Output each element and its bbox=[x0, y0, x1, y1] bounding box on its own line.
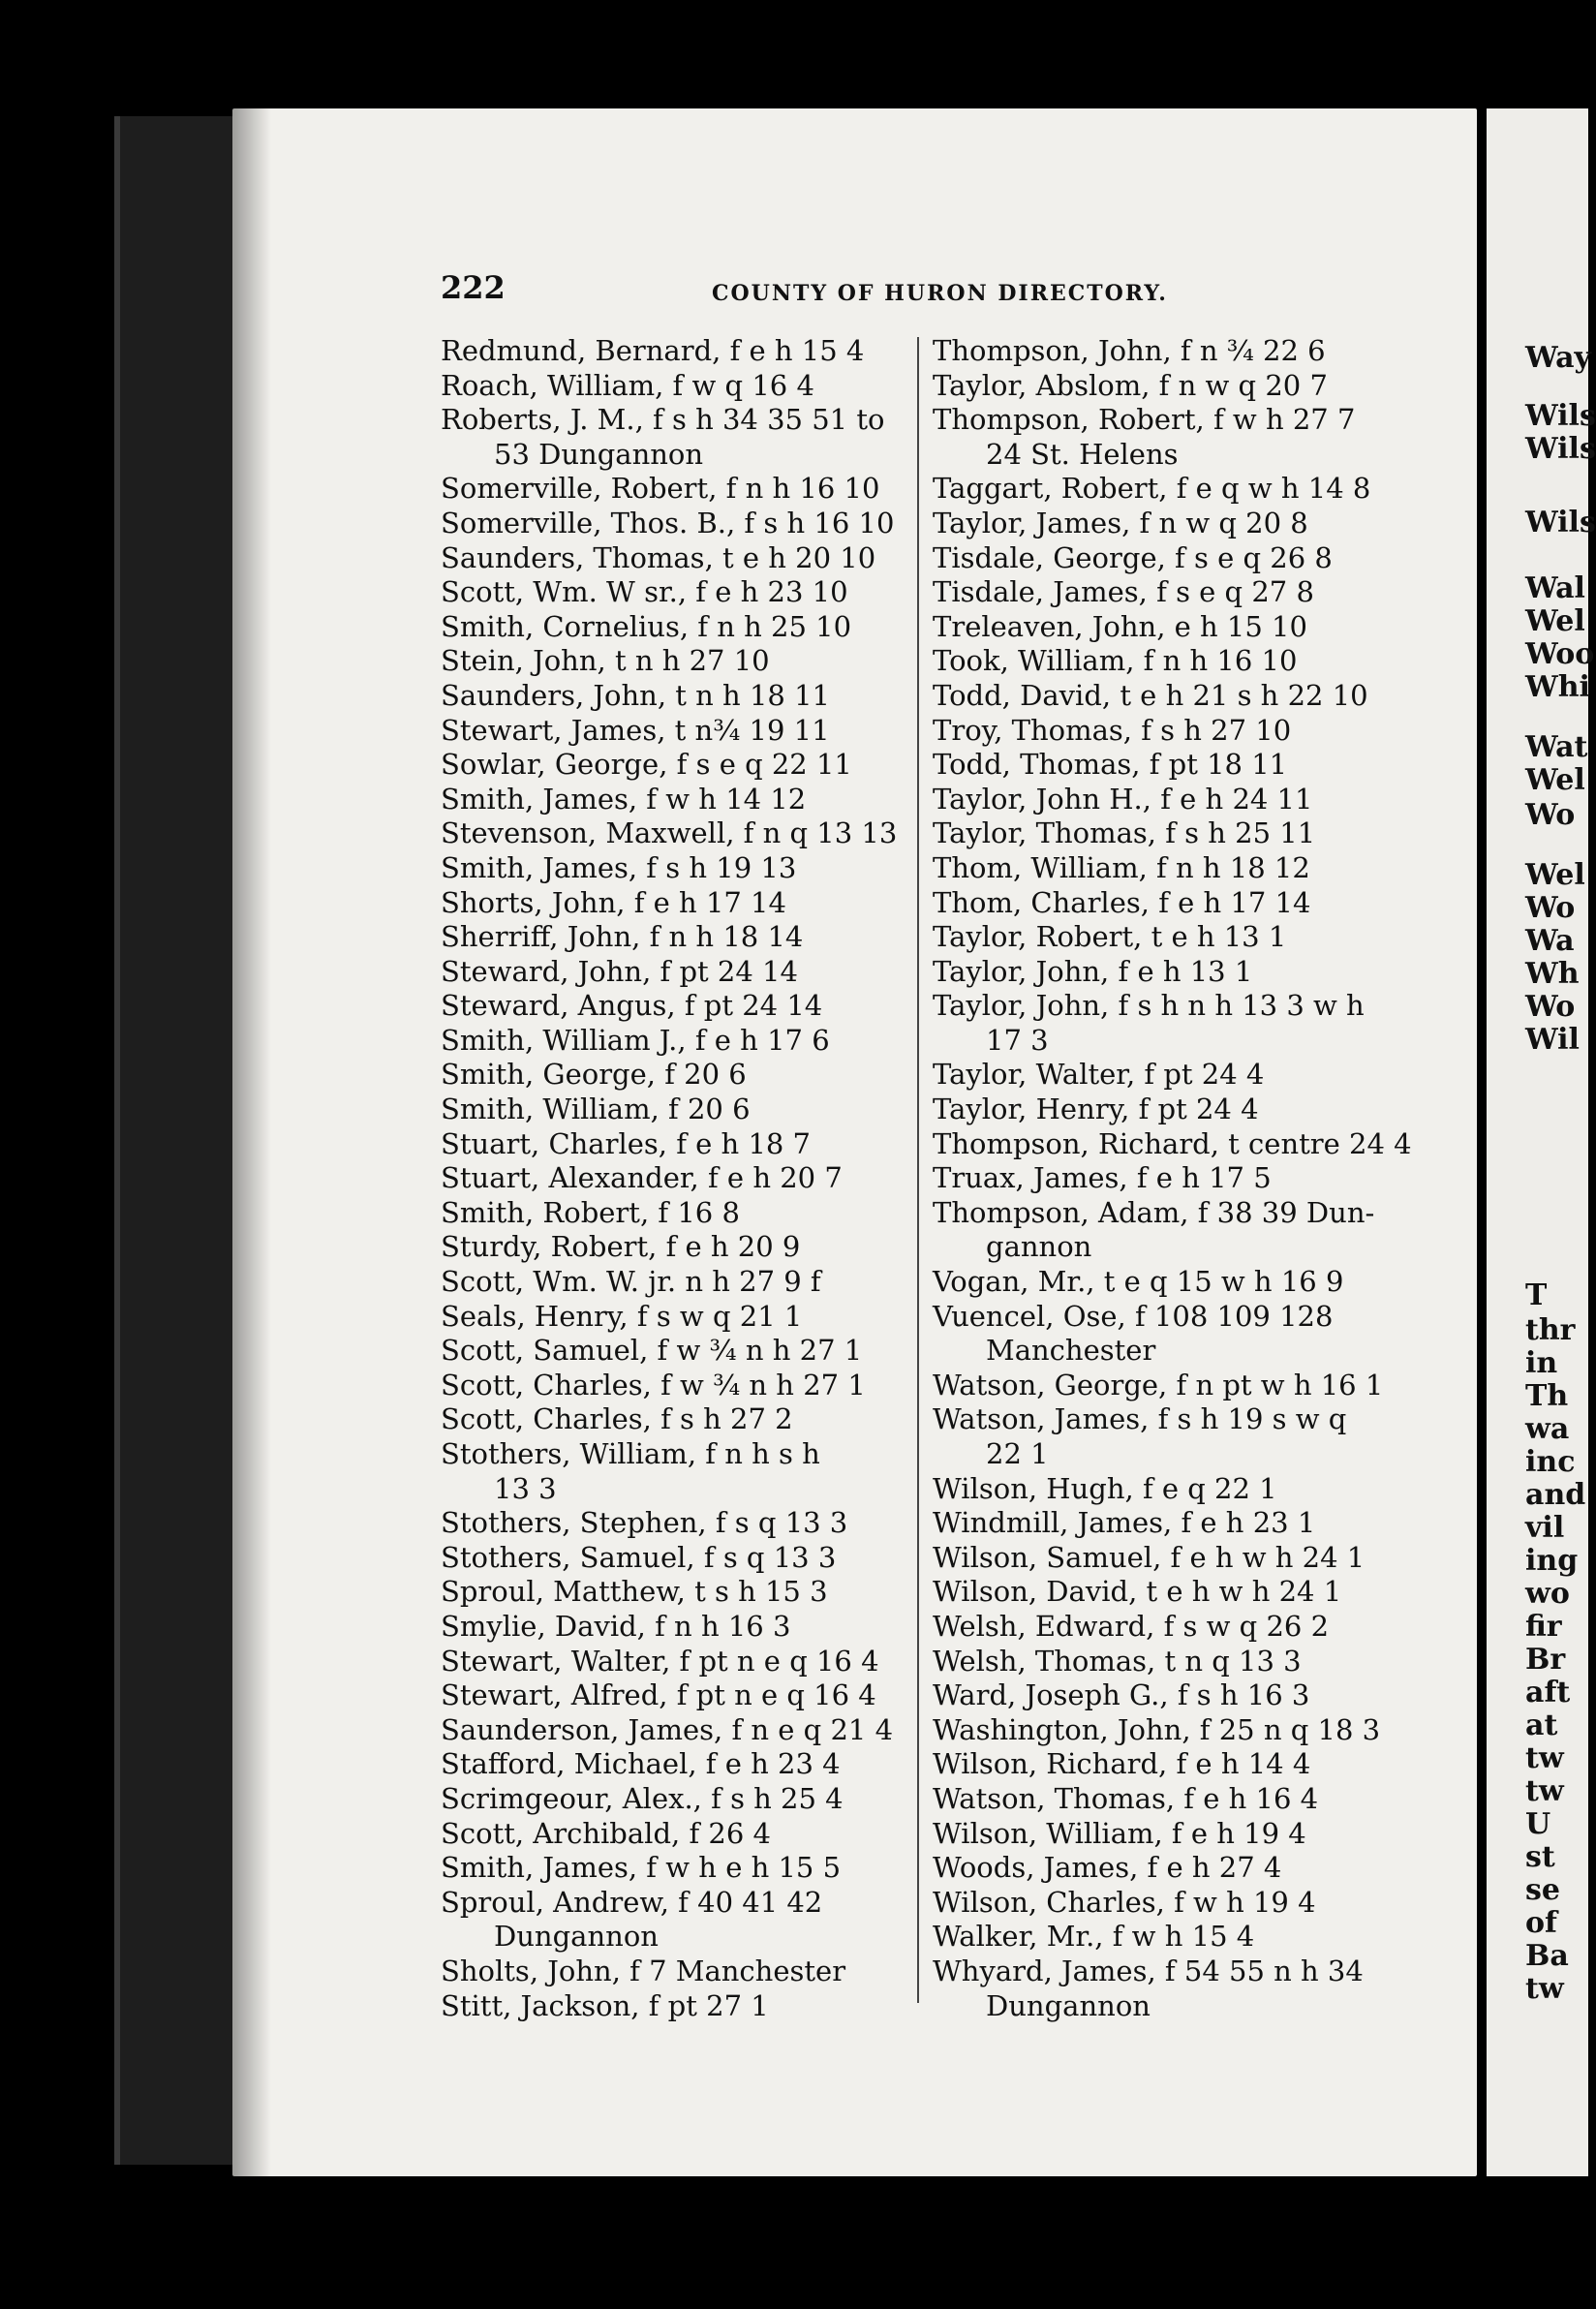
adjacent-page-fragment: Wo bbox=[1525, 891, 1576, 925]
directory-entry: Whyard, James, f 54 55 n h 34 bbox=[933, 1954, 1364, 1987]
directory-entry: Stitt, Jackson, f pt 27 1 bbox=[441, 1988, 769, 2022]
adjacent-page-fragment: Wel bbox=[1525, 604, 1585, 638]
directory-entry: Scott, Archibald, f 26 4 bbox=[441, 1816, 771, 1850]
adjacent-page-fragment: inc bbox=[1525, 1445, 1576, 1479]
directory-entry: Smith, George, f 20 6 bbox=[441, 1058, 747, 1092]
directory-entry: Somerville, Thos. B., f s h 16 10 bbox=[441, 506, 895, 539]
running-head: COUNTY OF HURON DIRECTORY. bbox=[712, 281, 1168, 306]
directory-entry: Taylor, James, f n w q 20 8 bbox=[933, 506, 1308, 539]
adjacent-page-fragment: thr bbox=[1525, 1313, 1576, 1347]
directory-entry: Steward, Angus, f pt 24 14 bbox=[441, 989, 823, 1023]
adjacent-page-fragment: Wil bbox=[1525, 1023, 1580, 1057]
directory-entry: Thom, William, f n h 18 12 bbox=[933, 850, 1310, 884]
adjacent-page-fragment: Wat bbox=[1525, 730, 1588, 764]
directory-entry: Stein, John, t n h 27 10 bbox=[441, 644, 770, 678]
adjacent-page-fragment: Woo bbox=[1525, 637, 1595, 671]
directory-entry: Wilson, David, t e h w h 24 1 bbox=[933, 1575, 1342, 1609]
directory-entry: Stuart, Charles, f e h 18 7 bbox=[441, 1126, 812, 1160]
directory-entry: Stewart, Alfred, f pt n e q 16 4 bbox=[441, 1678, 876, 1712]
directory-entry: Windmill, James, f e h 23 1 bbox=[933, 1506, 1316, 1540]
directory-entry: Roberts, J. M., f s h 34 35 51 to bbox=[441, 403, 885, 437]
directory-entry: Smith, William, f 20 6 bbox=[441, 1093, 751, 1126]
adjacent-page-fragment: Wils bbox=[1525, 432, 1596, 466]
directory-entry: Stothers, Samuel, f s q 13 3 bbox=[441, 1540, 837, 1574]
directory-entry: Stuart, Alexander, f e h 20 7 bbox=[441, 1161, 843, 1195]
adjacent-page-fragment: Wh bbox=[1525, 957, 1580, 991]
directory-entry: Taylor, John, f s h n h 13 3 w h bbox=[933, 989, 1365, 1023]
adjacent-page-fragment: tw bbox=[1525, 1774, 1564, 1808]
adjacent-page-fragment: U bbox=[1525, 1807, 1551, 1841]
directory-entry: Scott, Wm. W. jr. n h 27 9 f bbox=[441, 1265, 821, 1299]
directory-entry: Ward, Joseph G., f s h 16 3 bbox=[933, 1678, 1310, 1712]
directory-entry: Woods, James, f e h 27 4 bbox=[933, 1851, 1282, 1885]
directory-entry: Steward, John, f pt 24 14 bbox=[441, 954, 798, 988]
directory-entry: Truax, James, f e h 17 5 bbox=[933, 1161, 1272, 1195]
directory-entry: Stevenson, Maxwell, f n q 13 13 bbox=[441, 816, 898, 850]
directory-entry: Wilson, Hugh, f e q 22 1 bbox=[933, 1471, 1277, 1505]
adjacent-page-fragment: in bbox=[1525, 1346, 1558, 1380]
directory-entry: Wilson, William, f e h 19 4 bbox=[933, 1816, 1306, 1850]
directory-entry: Roach, William, f w q 16 4 bbox=[441, 368, 814, 402]
directory-entry: gannon bbox=[986, 1230, 1092, 1264]
adjacent-page-fragment: Th bbox=[1525, 1379, 1569, 1413]
directory-entry: Taggart, Robert, f e q w h 14 8 bbox=[933, 472, 1371, 506]
directory-entry: Thompson, Richard, t centre 24 4 bbox=[933, 1126, 1412, 1160]
adjacent-page-fragment: Wal bbox=[1525, 571, 1585, 605]
directory-entry: Thompson, Adam, f 38 39 Dun- bbox=[933, 1195, 1375, 1229]
directory-entry: Sturdy, Robert, f e h 20 9 bbox=[441, 1230, 801, 1264]
directory-entry: Vogan, Mr., t e q 15 w h 16 9 bbox=[933, 1265, 1344, 1299]
directory-entry: Smith, James, f w h e h 15 5 bbox=[441, 1851, 842, 1885]
directory-entry: Manchester bbox=[986, 1334, 1156, 1368]
directory-entry: Dungannon bbox=[986, 1988, 1151, 2022]
directory-entry: Washington, John, f 25 n q 18 3 bbox=[933, 1712, 1381, 1746]
directory-entry: Somerville, Robert, f n h 16 10 bbox=[441, 472, 880, 506]
directory-entry: Wilson, Richard, f e h 14 4 bbox=[933, 1747, 1311, 1781]
directory-entry: Todd, David, t e h 21 s h 22 10 bbox=[933, 678, 1368, 712]
adjacent-page-fragment: Wils bbox=[1525, 506, 1596, 539]
adjacent-page-fragment: wo bbox=[1525, 1577, 1570, 1611]
directory-entry: Taylor, Thomas, f s h 25 11 bbox=[933, 816, 1316, 850]
directory-entry: Stothers, Stephen, f s q 13 3 bbox=[441, 1506, 848, 1540]
directory-entry: 53 Dungannon bbox=[494, 437, 704, 471]
adjacent-page-fragment: Wel bbox=[1525, 858, 1585, 892]
adjacent-page-fragment: and bbox=[1525, 1478, 1586, 1512]
adjacent-page-fragment: Way bbox=[1525, 341, 1591, 375]
directory-entry: 24 St. Helens bbox=[986, 437, 1179, 471]
directory-entry: Saunders, Thomas, t e h 20 10 bbox=[441, 540, 876, 574]
adjacent-page-fragment: Whi bbox=[1525, 670, 1590, 704]
directory-entry: Redmund, Bernard, f e h 15 4 bbox=[441, 334, 865, 367]
directory-entry: Tisdale, George, f s e q 26 8 bbox=[933, 540, 1333, 574]
directory-entry: Tisdale, James, f s e q 27 8 bbox=[933, 575, 1314, 609]
adjacent-page-fragment: fir bbox=[1525, 1610, 1562, 1644]
directory-entry: Taylor, Abslom, f n w q 20 7 bbox=[933, 368, 1328, 402]
directory-entry: Sproul, Andrew, f 40 41 42 bbox=[441, 1885, 823, 1919]
directory-entry: Stafford, Michael, f e h 23 4 bbox=[441, 1747, 841, 1781]
directory-entry: Vuencel, Ose, f 108 109 128 bbox=[933, 1299, 1334, 1333]
adjacent-page-fragment: Wa bbox=[1525, 924, 1575, 958]
directory-entry: Smith, Cornelius, f n h 25 10 bbox=[441, 609, 852, 643]
directory-entry: Treleaven, John, e h 15 10 bbox=[933, 609, 1307, 643]
adjacent-page-fragment: Wo bbox=[1525, 798, 1576, 832]
directory-entry: Scott, Samuel, f w ¾ n h 27 1 bbox=[441, 1334, 863, 1368]
directory-entry: Taylor, John H., f e h 24 11 bbox=[933, 782, 1313, 816]
directory-entry: Stewart, James, t n¾ 19 11 bbox=[441, 713, 830, 747]
adjacent-page-fragment: T bbox=[1525, 1278, 1548, 1312]
adjacent-page-fragment: of bbox=[1525, 1906, 1557, 1940]
directory-entry: Scrimgeour, Alex., f s h 25 4 bbox=[441, 1781, 844, 1815]
directory-entry: Watson, George, f n pt w h 16 1 bbox=[933, 1368, 1384, 1401]
adjacent-page-fragment: wa bbox=[1525, 1412, 1570, 1446]
adjacent-page-fragment: Br bbox=[1525, 1643, 1566, 1677]
directory-entry: Walker, Mr., f w h 15 4 bbox=[933, 1920, 1255, 1954]
adjacent-page-fragment: st bbox=[1525, 1840, 1555, 1874]
directory-entry: Thom, Charles, f e h 17 14 bbox=[933, 885, 1311, 919]
directory-entry: Stewart, Walter, f pt n e q 16 4 bbox=[441, 1644, 879, 1678]
adjacent-page-fragment: ing bbox=[1525, 1544, 1579, 1578]
directory-entry: Sproul, Matthew, t s h 15 3 bbox=[441, 1575, 828, 1609]
directory-entry: Watson, James, f s h 19 s w q bbox=[933, 1402, 1347, 1436]
directory-entry: Saunders, John, t n h 18 11 bbox=[441, 678, 830, 712]
directory-entry: Saunderson, James, f n e q 21 4 bbox=[441, 1712, 894, 1746]
directory-entry: Taylor, Henry, f pt 24 4 bbox=[933, 1093, 1259, 1126]
adjacent-page-fragment: Ba bbox=[1525, 1939, 1569, 1973]
directory-entry: Smith, James, f s h 19 13 bbox=[441, 850, 797, 884]
directory-entry: Todd, Thomas, f pt 18 11 bbox=[933, 748, 1288, 782]
directory-entry: Sholts, John, f 7 Manchester bbox=[441, 1954, 846, 1987]
directory-entry: Took, William, f n h 16 10 bbox=[933, 644, 1298, 678]
directory-entry: Thompson, John, f n ¾ 22 6 bbox=[933, 334, 1326, 367]
directory-entry: Scott, Wm. W sr., f e h 23 10 bbox=[441, 575, 848, 609]
directory-entry: Taylor, John, f e h 13 1 bbox=[933, 954, 1253, 988]
page-number: 222 bbox=[441, 269, 506, 306]
directory-entry: Troy, Thomas, f s h 27 10 bbox=[933, 713, 1292, 747]
directory-entry: 13 3 bbox=[494, 1471, 557, 1505]
directory-entry: Smith, James, f w h 14 12 bbox=[441, 782, 807, 816]
book-spine bbox=[114, 116, 236, 2165]
directory-entry: Thompson, Robert, f w h 27 7 bbox=[933, 403, 1356, 437]
adjacent-page-fragment: Wo bbox=[1525, 990, 1576, 1024]
directory-entry: 22 1 bbox=[986, 1437, 1049, 1470]
directory-entry: Sowlar, George, f s e q 22 11 bbox=[441, 748, 852, 782]
directory-entry: Dungannon bbox=[494, 1920, 659, 1954]
directory-entry: Watson, Thomas, f e h 16 4 bbox=[933, 1781, 1319, 1815]
adjacent-page-fragment: at bbox=[1525, 1709, 1558, 1742]
adjacent-page-fragment: Wel bbox=[1525, 763, 1585, 797]
adjacent-page-fragment: Wils bbox=[1525, 399, 1596, 433]
column-divider bbox=[917, 337, 919, 2003]
adjacent-page-fragment: tw bbox=[1525, 1741, 1564, 1775]
directory-entry: Sherriff, John, f n h 18 14 bbox=[441, 920, 804, 954]
directory-entry: Scott, Charles, f s h 27 2 bbox=[441, 1402, 793, 1436]
directory-entry: Taylor, Robert, t e h 13 1 bbox=[933, 920, 1287, 954]
directory-entry: Taylor, Walter, f pt 24 4 bbox=[933, 1058, 1265, 1092]
adjacent-page-fragment: se bbox=[1525, 1873, 1560, 1907]
directory-entry: Smith, William J., f e h 17 6 bbox=[441, 1023, 830, 1057]
directory-entry: Smylie, David, f n h 16 3 bbox=[441, 1609, 791, 1643]
adjacent-page-fragment: vil bbox=[1525, 1511, 1565, 1545]
directory-entry: Wilson, Charles, f w h 19 4 bbox=[933, 1885, 1316, 1919]
directory-entry: Shorts, John, f e h 17 14 bbox=[441, 885, 786, 919]
right-column-entries bbox=[933, 334, 1412, 2023]
directory-entry: Welsh, Edward, f s w q 26 2 bbox=[933, 1609, 1330, 1643]
directory-entry: Welsh, Thomas, t n q 13 3 bbox=[933, 1644, 1302, 1678]
directory-entry: Seals, Henry, f s w q 21 1 bbox=[441, 1299, 803, 1333]
directory-entry: Wilson, Samuel, f e h w h 24 1 bbox=[933, 1540, 1366, 1574]
left-column-entries bbox=[441, 334, 897, 2023]
directory-entry: Smith, Robert, f 16 8 bbox=[441, 1195, 740, 1229]
adjacent-page-fragment: tw bbox=[1525, 1972, 1564, 2006]
adjacent-page-fragment: aft bbox=[1525, 1676, 1571, 1709]
page-gutter-shadow bbox=[232, 108, 271, 2176]
directory-entry: 17 3 bbox=[986, 1023, 1049, 1057]
directory-entry: Scott, Charles, f w ¾ n h 27 1 bbox=[441, 1368, 866, 1401]
directory-entry: Stothers, William, f n h s h bbox=[441, 1437, 820, 1470]
